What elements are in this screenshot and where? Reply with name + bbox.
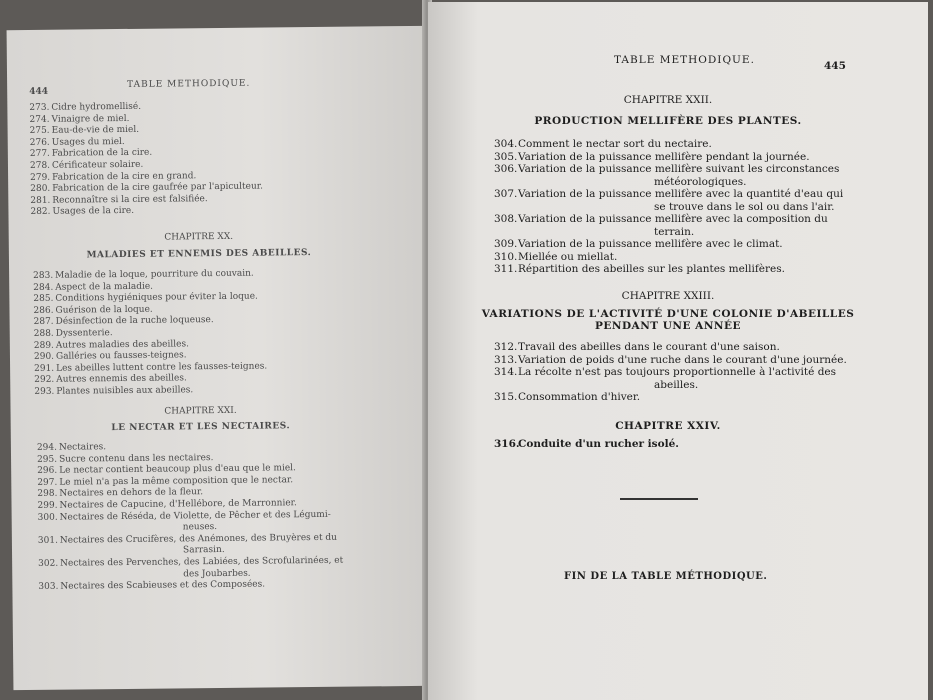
item-number: 296. bbox=[37, 465, 58, 477]
item-text: Les abeilles luttent contre les fausses-teignes. bbox=[56, 361, 268, 374]
item-text: Consommation d'hiver. bbox=[518, 391, 641, 403]
item-text: Variation de poids d'une ruche dans le courant d'une journée. bbox=[518, 353, 847, 366]
chapter-title: MALADIES ET ENNEMIS DES ABEILLES. bbox=[86, 248, 312, 261]
item-continuation: abeilles. bbox=[654, 378, 699, 391]
item-number: 295. bbox=[37, 454, 58, 465]
chapter-label: CHAPITRE XX. bbox=[164, 231, 234, 243]
item-number: 302. bbox=[38, 558, 59, 569]
item-number: 301. bbox=[37, 535, 59, 546]
item-text: La récolte n'est pas toujours proportionnelle à l'activité des bbox=[518, 366, 837, 378]
chapter-title: VARIATIONS DE L'ACTIVITÉ D'UNE COLONIE D'ABEILLES bbox=[481, 308, 855, 320]
item-number: 283. bbox=[33, 270, 54, 281]
item-list bbox=[33, 269, 267, 399]
list-item bbox=[494, 251, 843, 264]
chapter-label: CHAPITRE XXIII. bbox=[621, 290, 715, 302]
item-number: 292. bbox=[34, 375, 55, 386]
item-text: Nectaires de Capucine, d'Hellébore, de Marronnier. bbox=[59, 498, 297, 511]
item-list bbox=[29, 101, 263, 219]
page-number: 444 bbox=[29, 86, 49, 97]
item-number: 277. bbox=[29, 149, 50, 160]
list-item bbox=[494, 138, 843, 151]
list-item bbox=[494, 213, 843, 226]
page-number: 445 bbox=[824, 60, 846, 72]
item-number: 274. bbox=[29, 114, 50, 125]
item-number: 281. bbox=[30, 195, 51, 206]
item-number: 303. bbox=[38, 581, 59, 593]
item-text: Guérison de la loque. bbox=[55, 304, 153, 316]
item-text: Conditions hygiéniques pour éviter la loque. bbox=[55, 291, 258, 304]
list-item bbox=[30, 205, 263, 219]
item-text: Plantes nuisibles aux abeilles. bbox=[56, 385, 194, 397]
chapter-title: PRODUCTION MELLIFÈRE DES PLANTES. bbox=[534, 115, 802, 127]
item-text: Cérificateur solaire. bbox=[51, 159, 144, 171]
item-list bbox=[494, 341, 847, 404]
item-number: 294. bbox=[36, 442, 58, 453]
item-number: 291. bbox=[34, 363, 55, 374]
item-number: 314. bbox=[494, 366, 518, 378]
item-list bbox=[494, 138, 843, 276]
item-number: 280. bbox=[30, 183, 51, 195]
item-text: Comment le nectar sort du nectaire. bbox=[518, 138, 712, 150]
item-text: Nectaires des Pervenches, des Labiées, des Scrofularinées, et bbox=[60, 555, 344, 569]
list-item bbox=[494, 341, 847, 354]
list-item bbox=[494, 438, 679, 451]
item-number: 275. bbox=[29, 125, 50, 137]
item-number: 298. bbox=[37, 489, 58, 500]
divider-rule bbox=[620, 498, 698, 500]
item-continuation: des Joubarbes. bbox=[183, 568, 251, 579]
item-text: Usages du miel. bbox=[51, 136, 125, 148]
item-text: Nectaires. bbox=[58, 442, 107, 453]
list-item bbox=[494, 263, 843, 276]
item-continuation: se trouve dans le sol ou dans l'air. bbox=[654, 200, 835, 213]
item-continuation: Sarrasin. bbox=[182, 545, 225, 556]
item-text: Le miel n'a pas la même composition que le nectar. bbox=[59, 475, 294, 488]
item-number: 310. bbox=[494, 250, 518, 263]
item-number: 286. bbox=[33, 305, 54, 316]
list-item bbox=[494, 391, 847, 404]
item-text: Travail des abeilles dans le courant d'une saison. bbox=[518, 341, 780, 353]
list-item bbox=[494, 354, 847, 367]
item-number: 276. bbox=[29, 137, 50, 148]
item-text: Fabrication de la cire. bbox=[51, 148, 153, 160]
item-text: Reconnaître si la cire est falsifiée. bbox=[52, 193, 208, 206]
item-text: Variation de la puissance mellifère avec la composition du bbox=[518, 213, 828, 225]
item-text: Nectaires des Scabieuses et des Composées. bbox=[60, 579, 266, 592]
item-continuation: météorologiques. bbox=[654, 175, 747, 188]
item-text: Galléries ou fausses-teignes. bbox=[55, 350, 187, 362]
item-text: Variation de la puissance mellifère avec la quantité d'eau qui bbox=[518, 188, 844, 200]
item-number: 284. bbox=[33, 282, 54, 293]
item-number: 288. bbox=[33, 328, 54, 339]
item-number: 273. bbox=[29, 102, 50, 113]
item-number: 309. bbox=[494, 238, 518, 250]
list-item bbox=[38, 579, 343, 594]
item-number: 305. bbox=[494, 150, 518, 163]
list-item bbox=[494, 163, 843, 176]
item-text: Conduite d'un rucher isolé. bbox=[518, 438, 679, 450]
item-text: Autres ennemis des abeilles. bbox=[56, 373, 187, 386]
chapter-subtitle: PENDANT UNE ANNÉE bbox=[594, 320, 742, 332]
item-text: Eau-de-vie de miel. bbox=[51, 125, 140, 136]
item-number: 285. bbox=[33, 293, 54, 305]
item-text: Maladie de la loque, pourriture du couvain. bbox=[55, 268, 254, 281]
item-number: 312. bbox=[494, 341, 518, 353]
item-number: 316. bbox=[494, 438, 520, 450]
running-head: TABLE METHODIQUE. bbox=[614, 54, 755, 66]
left-page bbox=[7, 26, 432, 690]
item-text: Aspect de la maladie. bbox=[55, 281, 154, 293]
item-text: Variation de la puissance mellifère avec le climat. bbox=[518, 238, 783, 250]
item-number: 315. bbox=[494, 391, 518, 403]
right-page bbox=[428, 2, 928, 700]
item-number: 304. bbox=[494, 138, 518, 150]
item-text: Cidre hydromellisé. bbox=[51, 101, 142, 113]
item-text: Vinaigre de miel. bbox=[51, 113, 130, 125]
item-number: 287. bbox=[33, 317, 54, 328]
item-number: 289. bbox=[33, 340, 54, 351]
item-text: Usages de la cire. bbox=[52, 206, 135, 218]
list-item bbox=[494, 188, 843, 201]
item-list bbox=[494, 438, 679, 451]
item-number: 311. bbox=[494, 263, 518, 275]
item-number: 279. bbox=[30, 172, 51, 183]
item-list bbox=[37, 440, 344, 594]
item-number: 307. bbox=[494, 188, 518, 200]
end-text: FIN DE LA TABLE MÉTHODIQUE. bbox=[564, 571, 768, 582]
item-number: 313. bbox=[494, 353, 518, 366]
item-number: 308. bbox=[494, 213, 518, 225]
item-text: Nectaires de Réséda, de Violette, de Pêcher et des Légumi- bbox=[59, 509, 331, 523]
item-text: Miellée ou miellat. bbox=[518, 250, 618, 263]
item-continuation: terrain. bbox=[654, 225, 695, 238]
chapter-label: CHAPITRE XXIV. bbox=[615, 420, 721, 432]
item-text: Désinfection de la ruche loqueuse. bbox=[55, 315, 214, 328]
item-text: Répartition des abeilles sur les plantes mellifères. bbox=[518, 263, 785, 275]
item-number: 282. bbox=[30, 207, 51, 218]
chapter-title: LE NECTAR ET LES NECTAIRES. bbox=[111, 421, 291, 434]
chapter-label: CHAPITRE XXI. bbox=[164, 405, 237, 417]
item-text: Variation de la puissance mellifère pendant la journée. bbox=[518, 150, 810, 163]
item-text: Autres maladies des abeilles. bbox=[55, 338, 189, 351]
item-text: Dyssenterie. bbox=[55, 328, 113, 339]
item-text: Sucre contenu dans les nectaires. bbox=[58, 452, 214, 465]
item-number: 293. bbox=[34, 386, 55, 397]
item-number: 297. bbox=[37, 477, 58, 488]
list-item bbox=[494, 151, 843, 164]
item-number: 306. bbox=[494, 163, 518, 175]
item-text: Nectaires des Crucifères, des Anémones, des Bruyères et du bbox=[59, 532, 338, 546]
list-item bbox=[494, 238, 843, 251]
item-text: Fabrication de la cire en grand. bbox=[52, 170, 197, 183]
item-text: Le nectar contient beaucoup plus d'eau que le miel. bbox=[59, 463, 296, 476]
list-item bbox=[494, 366, 847, 379]
running-head: TABLE METHODIQUE. bbox=[127, 78, 251, 90]
item-continuation: neuses. bbox=[182, 522, 218, 533]
item-text: Fabrication de la cire gaufrée par l'apiculteur. bbox=[52, 181, 263, 194]
item-number: 299. bbox=[37, 500, 58, 511]
item-number: 300. bbox=[37, 512, 58, 523]
item-text: Nectaires en dehors de la fleur. bbox=[59, 487, 204, 500]
list-item bbox=[34, 384, 267, 398]
item-text: Variation de la puissance mellifère suivant les circonstances bbox=[518, 163, 840, 175]
item-number: 278. bbox=[29, 160, 51, 171]
chapter-label: CHAPITRE XXII. bbox=[623, 94, 713, 106]
item-number: 290. bbox=[33, 351, 55, 363]
